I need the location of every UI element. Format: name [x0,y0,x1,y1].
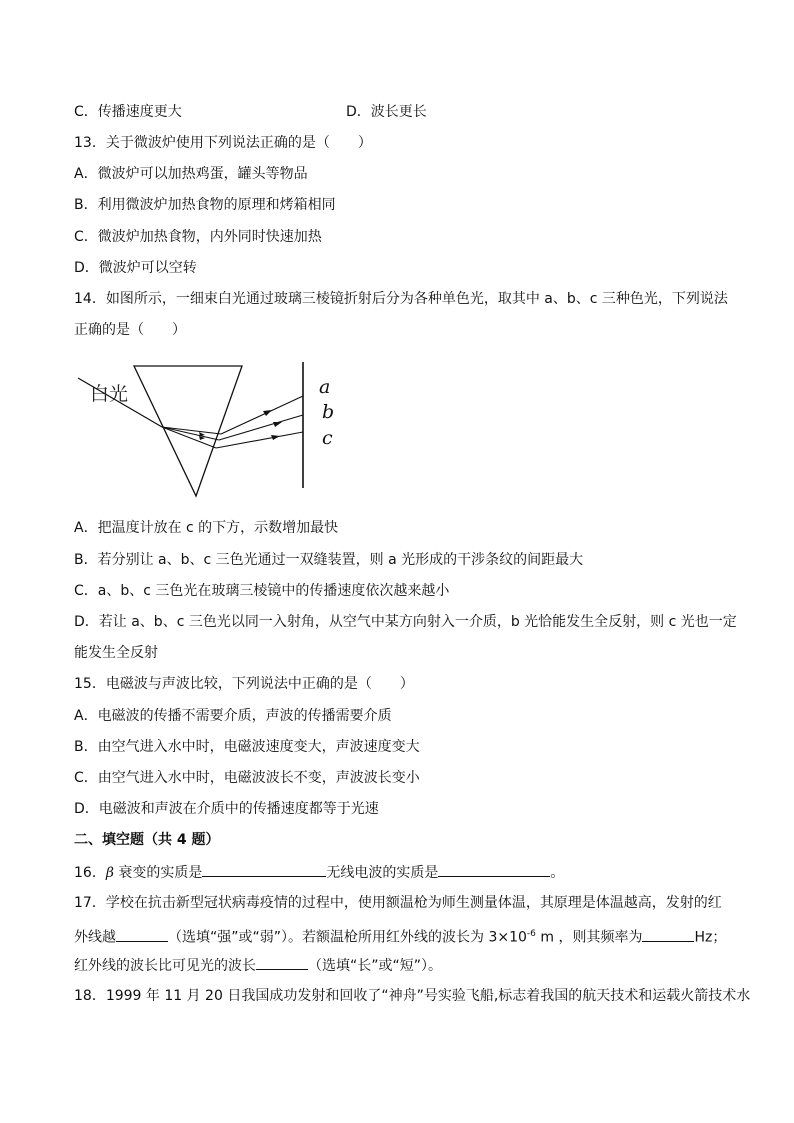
exponent: -6 [526,929,536,939]
q18-line1: 18．1999 年 11 月 20 日我国成功发射和回收了“神舟”号实验飞船,标志着我国的航天技术和运载火箭技术水 [74,988,751,1004]
answer-blank[interactable] [256,955,308,970]
exit-ray-c [216,432,303,448]
q17-text-2: （选填“强”或“弱”）。若额温枪所用红外线的波长为 3×10 [168,929,527,946]
answer-blank[interactable] [642,927,694,942]
q16-text-3: 。 [550,865,565,881]
q13-option-b: B．利用微波炉加热食物的原理和烤箱相同 [74,197,336,213]
q15-stem: 15．电磁波与声波比较，下列说法中正确的是（ ） [74,676,414,692]
q17-line1: 17．学校在抗击新型冠状病毒疫情的过程中，使用额温枪为师生测量体温，其原理是体温越高，发射的红 [74,895,722,911]
arrow-head [271,435,280,440]
q14-option-d-line1: D．若让 a、b、c 三色光以同一入射角，从空气中某方向射入一介质，b 光恰能发生全反射，则 c 光也一定 [74,614,737,630]
q16-text-1: 衰变的实质是 [113,865,203,881]
answer-blank[interactable] [202,862,326,877]
q15-option-c: C．由空气进入水中时，电磁波波长不变，声波波长变小 [74,770,420,786]
q14-stem-line2: 正确的是（ ） [74,322,186,338]
q17-text-4: Hz； [694,929,727,946]
q14-option-b: B．若分别让 a、b、c 三色光通过一双缝装置，则 a 光形成的干涉条纹的间距最大 [74,552,584,568]
exit-ray-a [221,396,303,434]
q15-option-d: D．电磁波和声波在介质中的传播速度都等于光速 [74,801,379,817]
arrow-head [199,432,205,436]
q14-stem-line1: 14．如图所示，一细束白光通过玻璃三棱镜折射后分为各种单色光，取其中 a、b、c 三种色光，下列说法 [74,291,728,307]
white-light-label: 白光 [90,383,129,405]
q14-option-d-line2: 能发生全反射 [74,645,158,661]
label-c: c [322,427,333,449]
prism-figure [74,352,354,502]
q14-option-a: A．把温度计放在 c 的下方，示数增加最快 [74,520,339,536]
label-a: a [319,376,331,398]
q16-number: 16． [74,865,106,881]
q17-line3 [74,955,442,976]
q12-option-d: D．波长更长 [346,104,427,120]
q17-text-1: 外线越 [74,929,116,946]
q12-options [74,102,427,122]
q17-text-5: 红外线的波长比可见光的波长 [74,958,256,974]
q15-option-a: A．电磁波的传播不需要介质，声波的传播需要介质 [74,708,392,724]
q17-line2 [74,924,726,948]
answer-blank[interactable] [116,927,168,942]
q16 [74,862,564,883]
q12-option-c: C．传播速度更大 [74,104,182,120]
arrow-head [263,410,272,416]
q13-option-c: C．微波炉加热食物，内外同时快速加热 [74,229,322,245]
q15-option-b: B．由空气进入水中时，电磁波速度变大，声波速度变大 [74,739,420,755]
q13-option-d: D．微波炉可以空转 [74,260,197,276]
glass-prism [134,366,242,496]
q14-option-c: C．a、b、c 三色光在玻璃三棱镜中的传播速度依次越来越小 [74,583,450,599]
beta-symbol: β [105,865,114,881]
q16-text-2: 无线电波的实质是 [326,865,439,881]
q17-text-6: （选填“长”或“短”）。 [308,958,443,974]
q13-option-a: A．微波炉可以加热鸡蛋，罐头等物品 [74,166,308,182]
exit-ray-b [219,415,303,440]
label-b: b [322,401,335,423]
section-heading: 二、填空题（共 4 题） [74,832,220,848]
arrow-head [273,422,282,427]
q17-text-3: m ，则其频率为 [535,929,643,946]
q13-stem: 13．关于微波炉使用下列说法正确的是（ ） [74,135,372,151]
answer-blank[interactable] [438,862,550,877]
